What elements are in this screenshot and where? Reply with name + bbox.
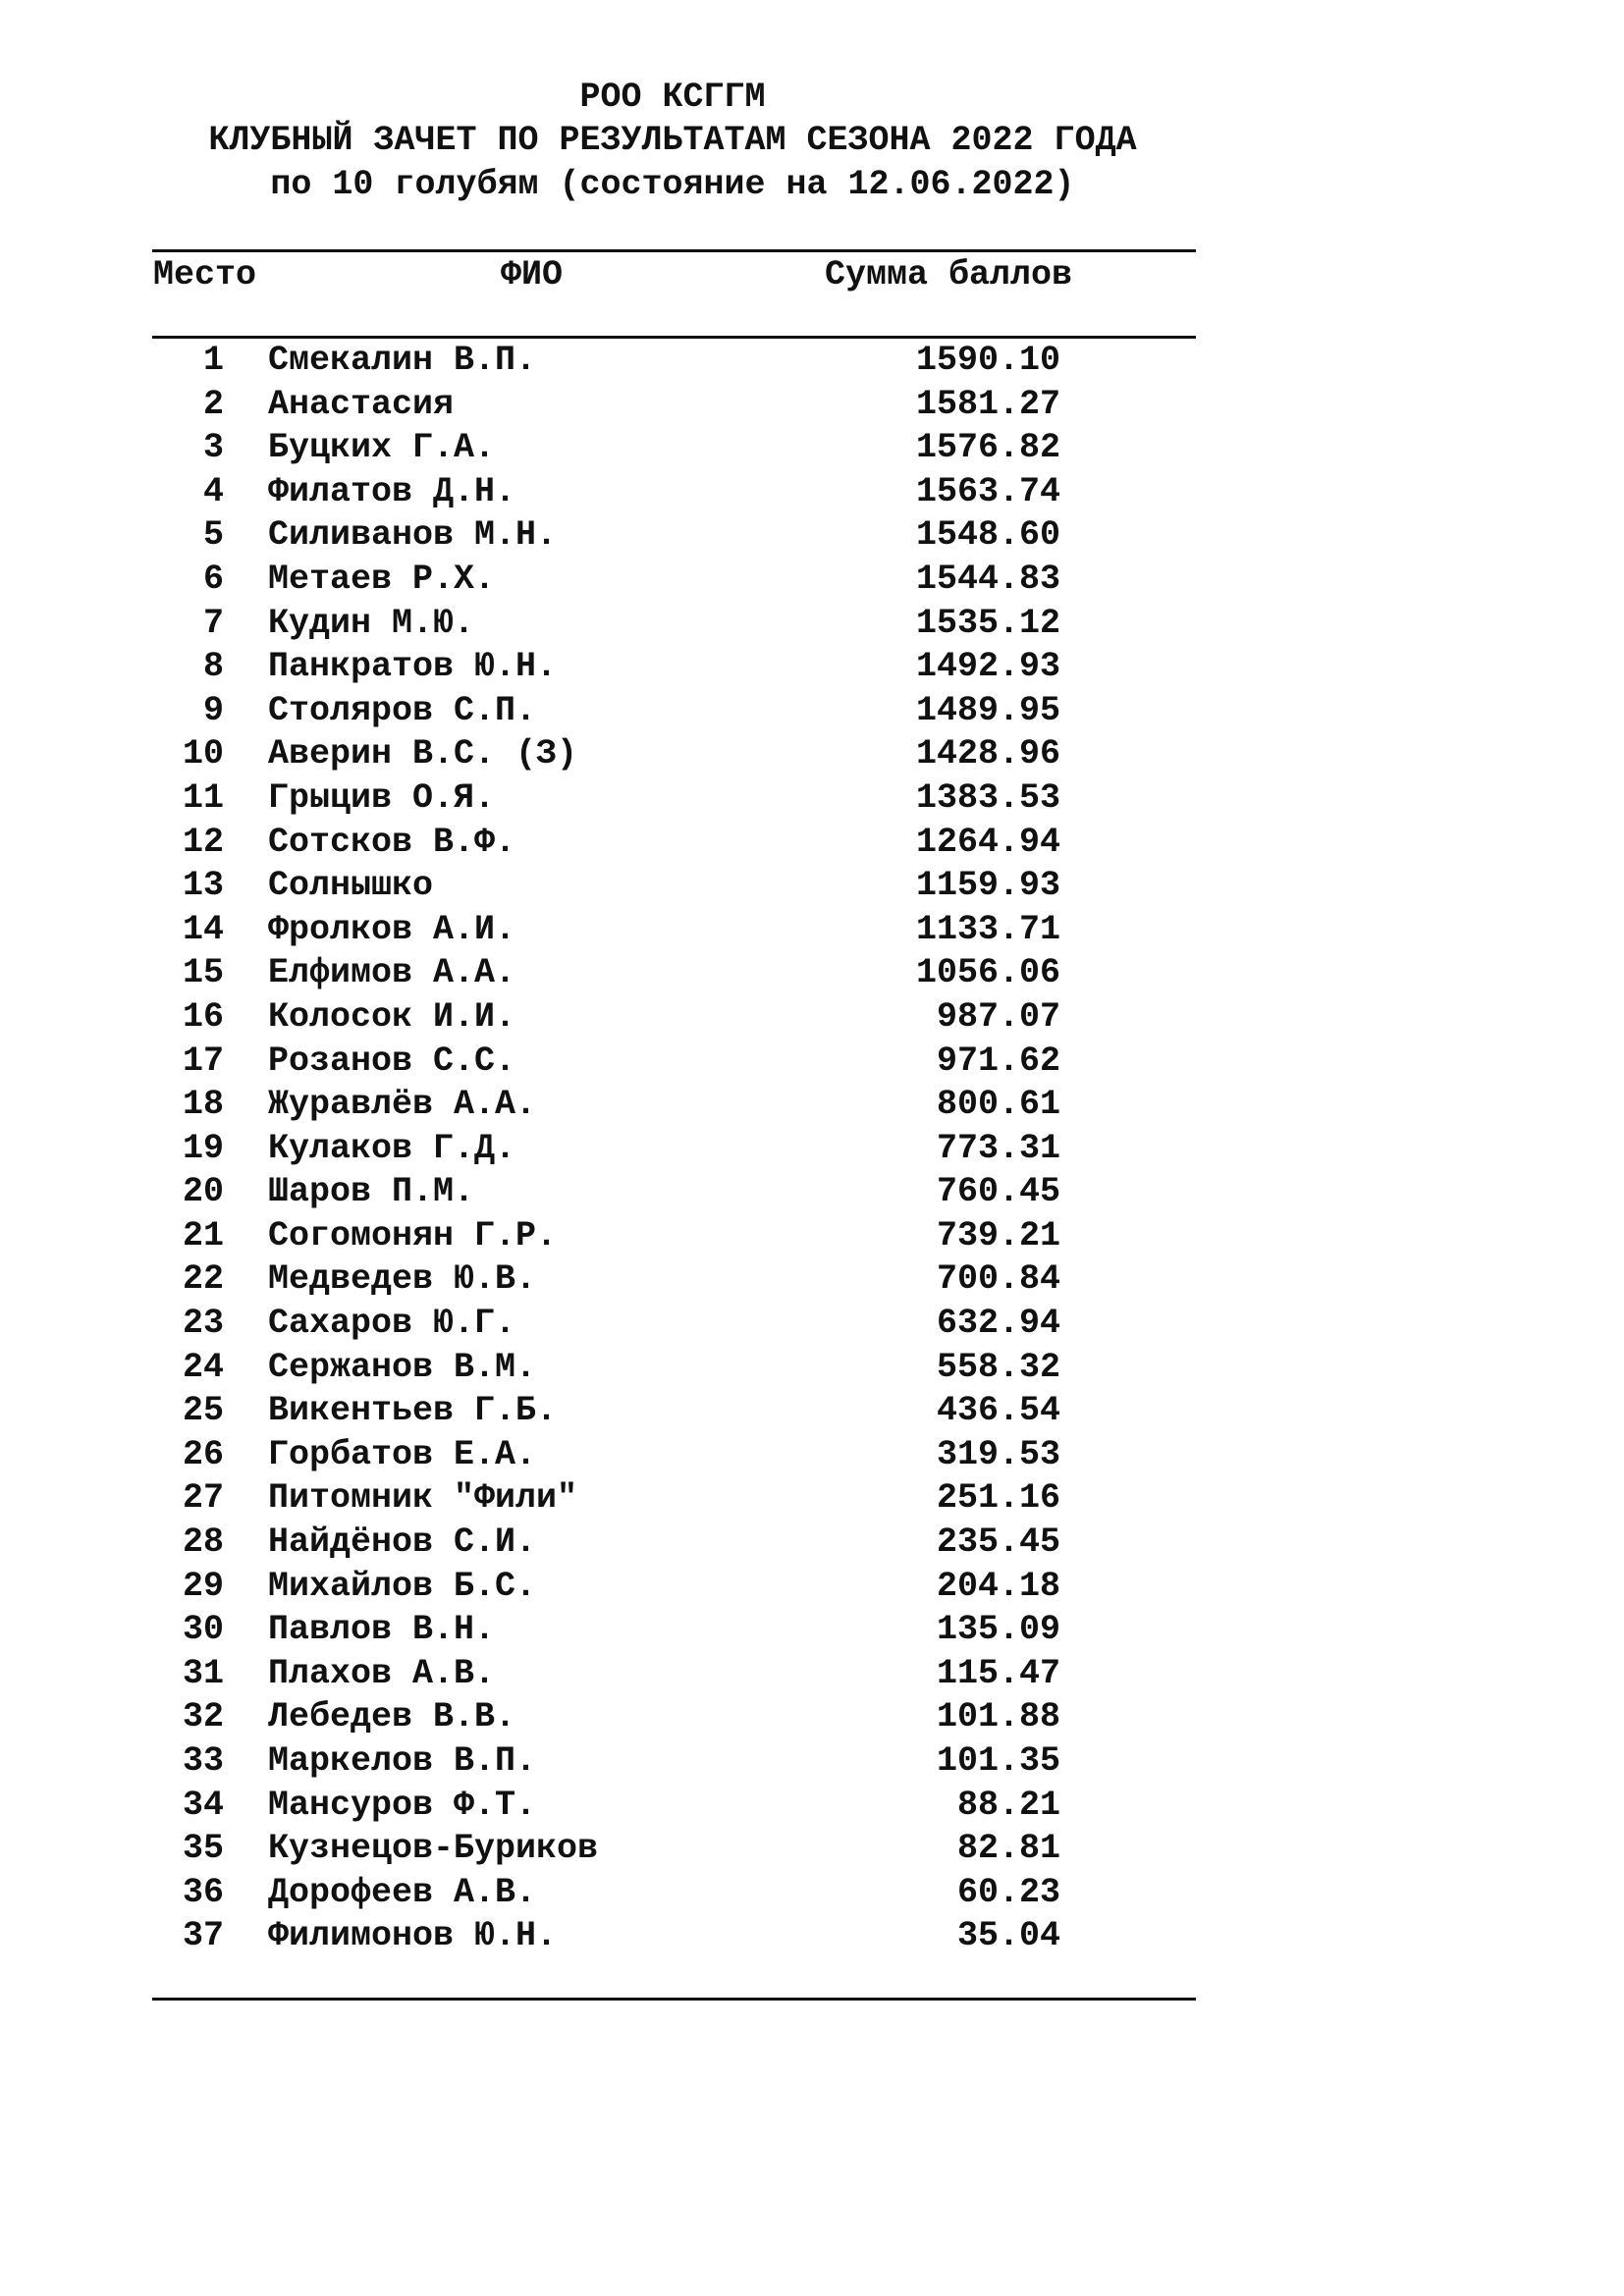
row-place: 30	[182, 1610, 224, 1650]
row-name: Силиванов М.Н.	[268, 515, 558, 556]
table-row	[0, 1083, 1624, 1127]
table-row	[0, 1871, 1624, 1915]
row-name: Столяров С.П.	[268, 690, 537, 730]
row-place: 10	[182, 734, 224, 774]
row-score: 1428.96	[915, 734, 1060, 774]
table-row	[0, 426, 1624, 470]
row-name: Горбатов Е.А.	[268, 1434, 537, 1474]
row-place: 15	[182, 953, 224, 993]
row-place: 22	[182, 1259, 224, 1300]
row-score: 1159.93	[915, 866, 1060, 906]
row-name: Анастасия	[268, 384, 455, 424]
row-name: Аверин В.С. (З)	[268, 734, 578, 774]
row-place: 18	[182, 1085, 224, 1125]
row-place: 21	[182, 1215, 224, 1255]
row-place: 2	[202, 384, 224, 424]
row-place: 12	[182, 822, 224, 862]
table-row	[0, 1170, 1624, 1214]
report-subtitle: по 10 голубям (состояние на 12.06.2022)	[270, 165, 1075, 204]
row-name: Кулаков Г.Д.	[268, 1128, 516, 1168]
row-place: 13	[182, 866, 224, 906]
row-place: 37	[182, 1916, 224, 1956]
report-title: КЛУБНЫЙ ЗАЧЕТ ПО РЕЗУЛЬТАТАМ СЕЗОНА 2022 ГОДА	[208, 121, 1137, 160]
row-score: 101.35	[936, 1741, 1060, 1781]
table-row	[0, 1389, 1624, 1433]
table-row	[0, 908, 1624, 952]
row-name: Плахов А.В.	[268, 1653, 496, 1693]
row-score: 1563.74	[915, 471, 1060, 511]
row-place: 5	[202, 515, 224, 556]
table-row	[0, 776, 1624, 821]
row-name: Лебедев В.В.	[268, 1697, 516, 1737]
row-name: Журавлёв А.А.	[268, 1085, 537, 1125]
row-score: 82.81	[956, 1829, 1060, 1869]
table-row	[0, 821, 1624, 865]
row-place: 3	[202, 428, 224, 468]
row-place: 23	[182, 1304, 224, 1344]
row-name: Грыцив О.Я.	[268, 777, 496, 818]
row-name: Фролков А.И.	[268, 909, 516, 949]
table-row	[0, 1521, 1624, 1565]
table-row	[0, 732, 1624, 776]
row-name: Сержанов В.М.	[268, 1347, 537, 1387]
row-score: 135.09	[936, 1610, 1060, 1650]
row-place: 19	[182, 1128, 224, 1168]
row-place: 20	[182, 1172, 224, 1212]
table-row	[0, 470, 1624, 514]
row-score: 204.18	[936, 1566, 1060, 1606]
column-header-place: Место	[153, 255, 257, 294]
row-score: 115.47	[936, 1653, 1060, 1693]
table-row	[0, 1302, 1624, 1346]
table-row	[0, 645, 1624, 689]
table-row	[0, 383, 1624, 427]
row-name: Сотсков В.Ф.	[268, 822, 516, 862]
row-score: 1489.95	[915, 690, 1060, 730]
row-score: 235.45	[936, 1522, 1060, 1563]
table-bottom-rule	[152, 1998, 1196, 2001]
row-score: 319.53	[936, 1434, 1060, 1474]
row-score: 88.21	[956, 1785, 1060, 1825]
row-score: 987.07	[936, 996, 1060, 1037]
row-name: Елфимов А.А.	[268, 953, 516, 993]
row-score: 760.45	[936, 1172, 1060, 1212]
table-row	[0, 1476, 1624, 1521]
row-name: Розанов С.С.	[268, 1041, 516, 1081]
row-score: 1264.94	[915, 822, 1060, 862]
row-name: Солнышко	[268, 866, 434, 906]
row-place: 31	[182, 1653, 224, 1693]
table-row	[0, 689, 1624, 733]
row-name: Кудин М.Ю.	[268, 603, 475, 643]
row-score: 436.54	[936, 1391, 1060, 1431]
row-score: 800.61	[936, 1085, 1060, 1125]
row-place: 27	[182, 1478, 224, 1519]
row-score: 1548.60	[915, 515, 1060, 556]
row-name: Викентьев Г.Б.	[268, 1391, 558, 1431]
row-score: 1535.12	[915, 603, 1060, 643]
table-row	[0, 513, 1624, 558]
table-row	[0, 995, 1624, 1040]
table-row	[0, 1257, 1624, 1302]
table-row	[0, 1914, 1624, 1958]
row-score: 632.94	[936, 1304, 1060, 1344]
table-row	[0, 1214, 1624, 1258]
table-row	[0, 1433, 1624, 1477]
column-header-name: ФИО	[501, 255, 564, 294]
table-row	[0, 1127, 1624, 1171]
row-place: 32	[182, 1697, 224, 1737]
row-score: 1383.53	[915, 777, 1060, 818]
column-header-sum: Сумма баллов	[825, 255, 1073, 294]
row-score: 35.04	[956, 1916, 1060, 1956]
row-place: 26	[182, 1434, 224, 1474]
row-name: Согомонян Г.Р.	[268, 1215, 558, 1255]
row-score: 558.32	[936, 1347, 1060, 1387]
row-score: 971.62	[936, 1041, 1060, 1081]
row-name: Панкратов Ю.Н.	[268, 647, 558, 687]
row-name: Филатов Д.Н.	[268, 471, 516, 511]
row-place: 24	[182, 1347, 224, 1387]
table-row	[0, 602, 1624, 646]
table-row	[0, 1784, 1624, 1828]
row-place: 17	[182, 1041, 224, 1081]
row-place: 7	[202, 603, 224, 643]
table-row	[0, 1652, 1624, 1696]
row-score: 1544.83	[915, 559, 1060, 599]
table-row	[0, 1346, 1624, 1390]
row-name: Филимонов Ю.Н.	[268, 1916, 558, 1956]
organization-title: РОО КСГГМ	[579, 78, 766, 117]
table-row	[0, 864, 1624, 908]
row-score: 1133.71	[915, 909, 1060, 949]
row-place: 9	[202, 690, 224, 730]
row-name: Метаев Р.Х.	[268, 559, 496, 599]
table-row	[0, 1739, 1624, 1784]
row-name: Дорофеев А.В.	[268, 1872, 537, 1912]
row-score: 773.31	[936, 1128, 1060, 1168]
table-row	[0, 1565, 1624, 1609]
row-score: 1590.10	[915, 341, 1060, 380]
results-table-body	[0, 339, 1624, 1958]
row-place: 16	[182, 996, 224, 1037]
table-top-rule	[152, 249, 1196, 252]
row-place: 14	[182, 909, 224, 949]
row-place: 11	[182, 777, 224, 818]
table-row	[0, 951, 1624, 995]
row-place: 25	[182, 1391, 224, 1431]
table-row	[0, 339, 1624, 383]
row-place: 34	[182, 1785, 224, 1825]
row-name: Сахаров Ю.Г.	[268, 1304, 516, 1344]
row-place: 35	[182, 1829, 224, 1869]
table-row	[0, 1695, 1624, 1739]
row-score: 1581.27	[915, 384, 1060, 424]
table-row	[0, 1608, 1624, 1652]
row-score: 60.23	[956, 1872, 1060, 1912]
row-place: 1	[202, 341, 224, 380]
row-name: Мансуров Ф.Т.	[268, 1785, 537, 1825]
row-name: Питомник "Фили"	[268, 1478, 578, 1519]
row-name: Смекалин В.П.	[268, 341, 537, 380]
row-name: Михайлов Б.С.	[268, 1566, 537, 1606]
row-score: 1056.06	[915, 953, 1060, 993]
row-place: 8	[202, 647, 224, 687]
row-name: Кузнецов-Буриков	[268, 1829, 599, 1869]
row-name: Шаров П.М.	[268, 1172, 475, 1212]
row-name: Маркелов В.П.	[268, 1741, 537, 1781]
row-name: Буцких Г.А.	[268, 428, 496, 468]
row-place: 28	[182, 1522, 224, 1563]
row-score: 739.21	[936, 1215, 1060, 1255]
row-name: Колосок И.И.	[268, 996, 516, 1037]
row-score: 1492.93	[915, 647, 1060, 687]
table-row	[0, 1040, 1624, 1084]
table-row	[0, 558, 1624, 602]
table-row	[0, 1827, 1624, 1871]
row-score: 251.16	[936, 1478, 1060, 1519]
row-name: Медведев Ю.В.	[268, 1259, 537, 1300]
row-score: 700.84	[936, 1259, 1060, 1300]
row-place: 29	[182, 1566, 224, 1606]
row-place: 36	[182, 1872, 224, 1912]
row-name: Найдёнов С.И.	[268, 1522, 537, 1563]
row-place: 33	[182, 1741, 224, 1781]
row-score: 101.88	[936, 1697, 1060, 1737]
row-name: Павлов В.Н.	[268, 1610, 496, 1650]
row-place: 6	[202, 559, 224, 599]
row-place: 4	[202, 471, 224, 511]
row-score: 1576.82	[915, 428, 1060, 468]
